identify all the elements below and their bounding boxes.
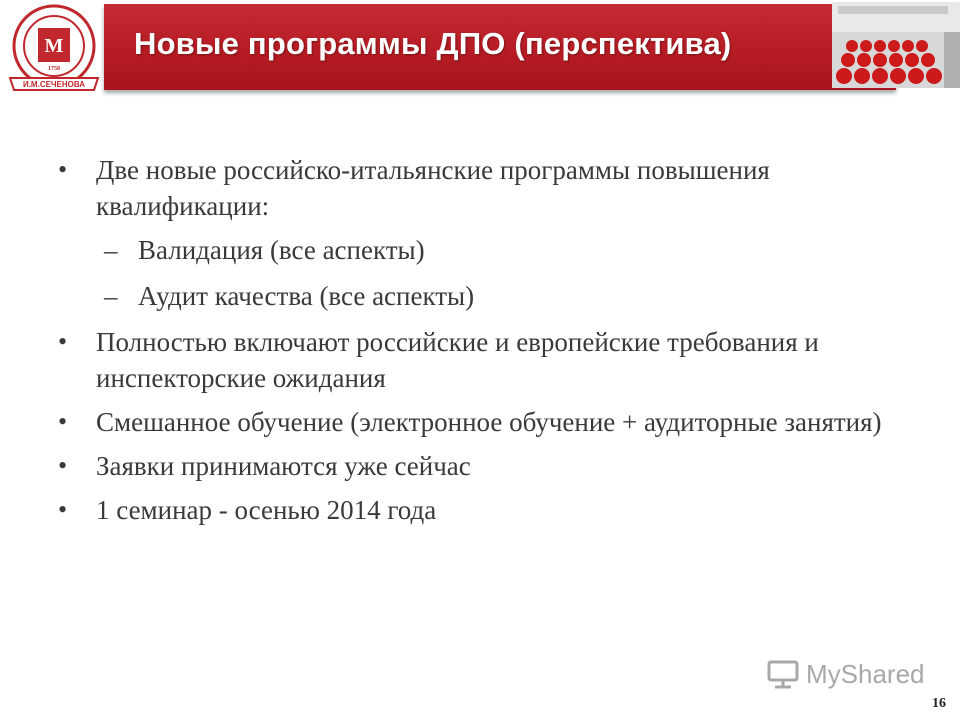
bullet-item bbox=[58, 448, 928, 484]
presentation-icon bbox=[766, 659, 800, 689]
bullet-marker: • bbox=[58, 155, 68, 184]
page-number: 16 bbox=[932, 696, 946, 711]
slide-title: Новые программы ДПО (перспектива) bbox=[134, 26, 732, 61]
sub-item-text: Аудит качества (все аспекты) bbox=[138, 281, 475, 311]
sub-item bbox=[58, 232, 928, 268]
bullet-text: Полностью включают российские и европейские требования и инспекторские ожидания bbox=[96, 327, 819, 393]
university-logo bbox=[4, 2, 104, 94]
bullet-marker: • bbox=[58, 407, 68, 436]
bullet-item bbox=[58, 152, 928, 224]
bullet-item bbox=[58, 324, 928, 396]
vials-photo bbox=[832, 2, 960, 88]
svg-text:1758: 1758 bbox=[48, 66, 60, 72]
bullet-item bbox=[58, 404, 928, 440]
watermark-text: MyShared bbox=[806, 658, 925, 689]
sub-item-text: Валидация (все аспекты) bbox=[138, 235, 425, 265]
dash-marker: – bbox=[104, 281, 118, 311]
slide-content bbox=[58, 152, 928, 536]
myshared-watermark bbox=[766, 656, 925, 692]
sub-item bbox=[58, 278, 928, 314]
title-bar bbox=[104, 4, 896, 90]
bullet-text: Смешанное обучение (электронное обучение + аудиторные занятия) bbox=[96, 407, 882, 437]
bullet-text: Две новые российско-итальянские программы повышения квалификации: bbox=[96, 155, 770, 221]
bullet-text: 1 семинар - осенью 2014 года bbox=[96, 495, 437, 525]
bullet-item bbox=[58, 492, 928, 528]
bullet-text: Заявки принимаются уже сейчас bbox=[96, 451, 471, 481]
svg-text:М: М bbox=[44, 35, 64, 57]
bullet-marker: • bbox=[58, 327, 68, 356]
bullet-marker: • bbox=[58, 451, 68, 480]
dash-marker: – bbox=[104, 235, 118, 265]
svg-text:И.М.СЕЧЕНОВА: И.М.СЕЧЕНОВА bbox=[22, 80, 86, 89]
bullet-marker: • bbox=[58, 495, 68, 524]
